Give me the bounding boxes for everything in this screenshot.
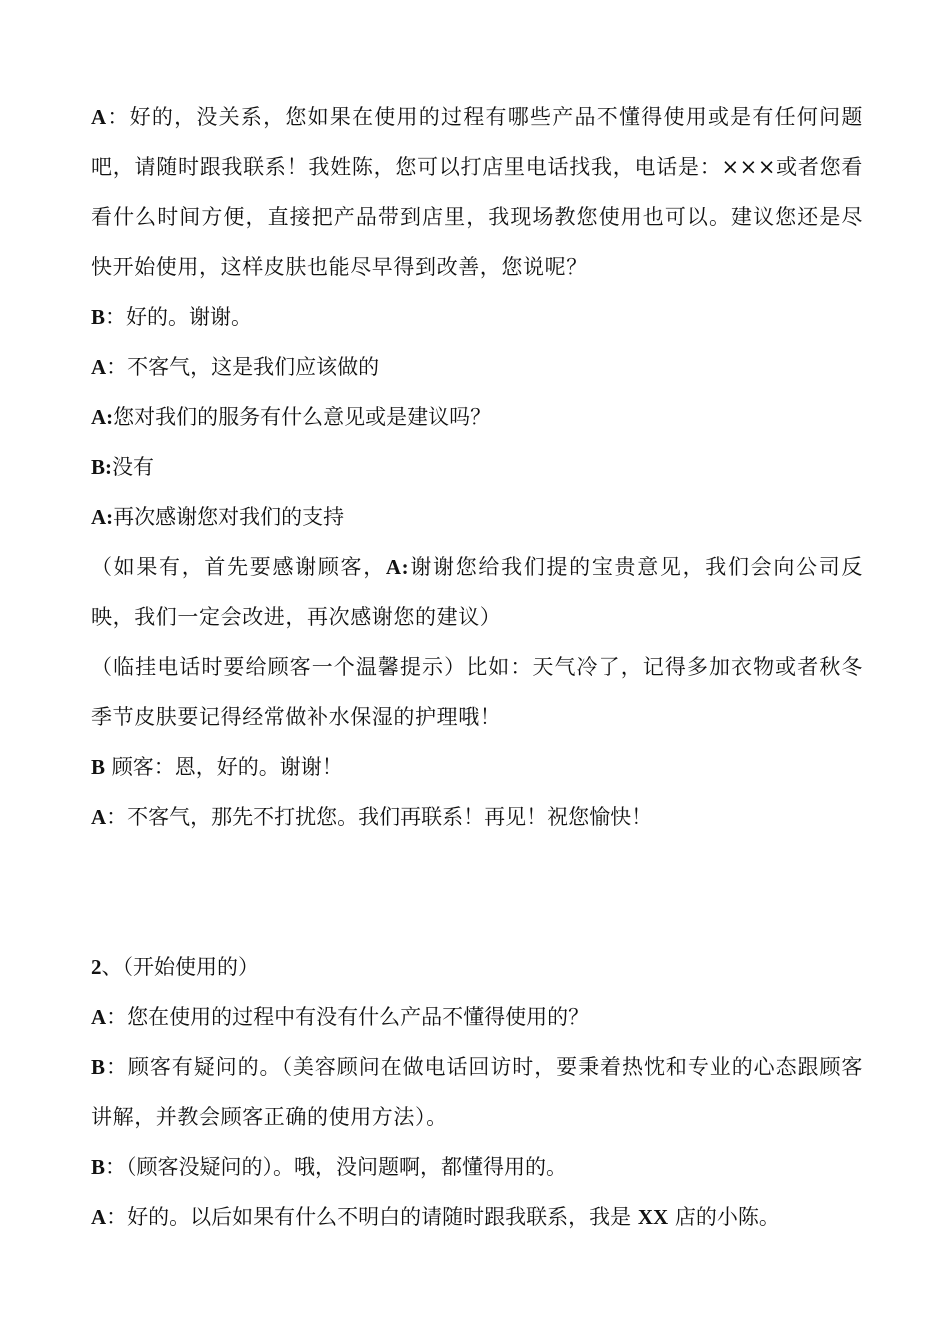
speaker-label: A — [91, 355, 107, 379]
section-spacer — [91, 842, 863, 942]
dialogue-text: 谢谢您给我们提的宝贵意见，我们会向公司反映，我们一定会改进，再次感谢您的建议） — [91, 555, 863, 629]
paragraph-a-welcome — [91, 342, 863, 392]
speaker-label: A — [91, 1205, 107, 1229]
speaker-label: A: — [91, 405, 114, 429]
speaker-label: A — [91, 105, 107, 129]
dialogue-text: 您对我们的服务有什么意见或是建议吗？ — [113, 405, 492, 429]
speaker-label: B — [91, 1155, 106, 1179]
paragraph-a-reply — [91, 92, 863, 292]
paragraph-b-customer-reply — [91, 742, 863, 792]
dialogue-text: 顾客：恩，好的。谢谢！ — [105, 755, 343, 779]
paragraph-b-thanks — [91, 292, 863, 342]
dialogue-text: ：（顾客没疑问的）。哦，没问题啊，都懂得用的。 — [105, 1155, 568, 1179]
speaker-label: A: — [385, 555, 410, 579]
section-heading — [91, 942, 863, 992]
note-text: （如果有，首先要感谢顾客， — [91, 555, 386, 579]
dialogue-text: ：不客气，这是我们应该做的 — [106, 355, 380, 379]
dialogue-text: ：不客气，那先不打扰您。我们再联系！再见！祝您愉快！ — [106, 805, 653, 829]
speaker-label: A — [91, 805, 107, 829]
speaker-label: B — [91, 755, 106, 779]
dialogue-text-end: 店的小陈。 — [668, 1205, 780, 1229]
speaker-label: B: — [91, 455, 112, 479]
paragraph-b-no — [91, 442, 863, 492]
dialogue-text: 再次感谢您对我们的支持 — [113, 505, 345, 529]
dialogue-text: ：好的，没关系，您如果在使用的过程有哪些产品不懂得使用或是有任何问题吧，请随时跟我联系！我姓陈，您可以打店里电话找我，电话是：×××或者您看看什么时间方便，直接把产品带到店里，我现场教您使用也可以。建议您还是尽快开始使用，这样皮肤也能尽早得到改善，您说呢？ — [91, 105, 863, 279]
paragraph-a-feedback-question — [91, 392, 863, 442]
note-text: （临挂电话时要给顾客一个温馨提示）比如：天气冷了，记得多加衣物或者秋冬季节皮肤要记得经常做补水保湿的护理哦！ — [91, 655, 863, 729]
document-page — [91, 92, 863, 1242]
dialogue-text: ：好的。以后如果有什么不明白的请随时跟我联系，我是 — [106, 1205, 638, 1229]
paragraph-a-goodbye — [91, 792, 863, 842]
dialogue-text: ：顾客有疑问的。（美容顾问在做电话回访时，要秉着热忱和专业的心态跟顾客讲解，并教会顾客正确的使用方法）。 — [91, 1055, 863, 1129]
paragraph-a-usage-question — [91, 992, 863, 1042]
paragraph-warm-tip-note — [91, 642, 863, 742]
speaker-label: B — [91, 305, 106, 329]
dialogue-text: ：好的。谢谢。 — [105, 305, 253, 329]
paragraph-a-contact-anytime — [91, 1192, 863, 1242]
dialogue-text: ：您在使用的过程中有没有什么产品不懂得使用的？ — [106, 1005, 590, 1029]
section-number: 2 — [91, 955, 102, 979]
paragraph-b-has-question — [91, 1042, 863, 1142]
store-name: XX — [637, 1205, 669, 1229]
dialogue-text: 没有 — [112, 455, 154, 479]
speaker-label: A: — [91, 505, 114, 529]
paragraph-if-feedback-note — [91, 542, 863, 642]
paragraph-a-thanks-support — [91, 492, 863, 542]
paragraph-b-no-question — [91, 1142, 863, 1192]
speaker-label: A — [91, 1005, 107, 1029]
section-title: 、（开始使用的） — [101, 955, 259, 979]
speaker-label: B — [91, 1055, 106, 1079]
